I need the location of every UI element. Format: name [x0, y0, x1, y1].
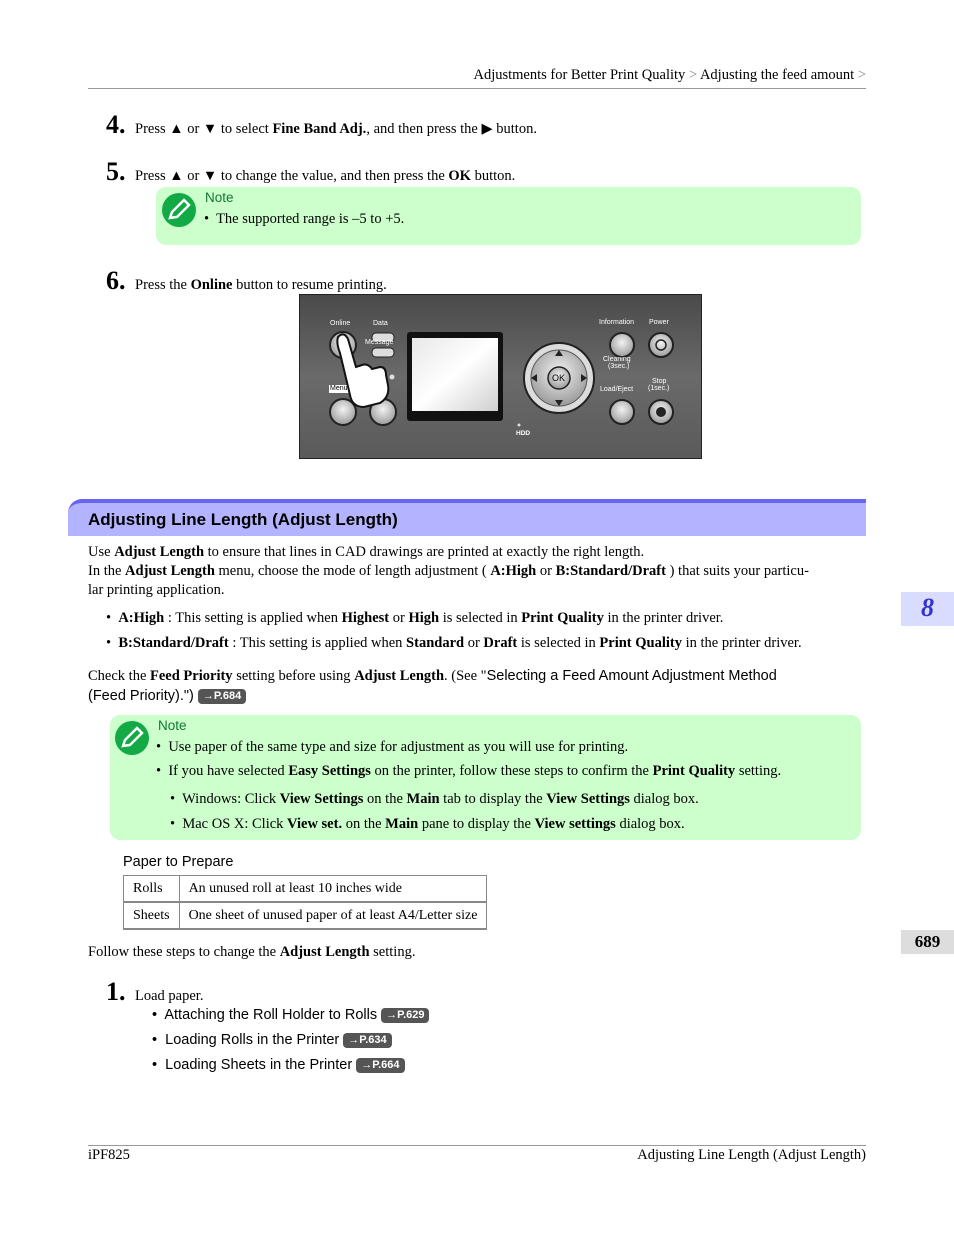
page-number: 689 — [914, 932, 941, 951]
note-sub-bullet: • Windows: Click View Settings on the Main tab to display the View Settings dialog box. — [170, 791, 699, 807]
note-title: Note — [158, 718, 187, 733]
table-cell: Rolls — [124, 876, 180, 903]
power-button-label[interactable]: Power — [649, 319, 669, 326]
check-line-2: (Feed Priority).") →P.684 — [88, 688, 246, 704]
hdd-label: HDD — [516, 430, 531, 437]
table-cell: An unused roll at least 10 inches wide — [179, 876, 487, 903]
paper-table — [123, 875, 487, 930]
table-row — [124, 876, 487, 903]
breadcrumb — [473, 67, 866, 84]
page-link-badge[interactable]: →P.684 — [198, 689, 246, 704]
printer-control-panel — [299, 294, 702, 459]
follow-line: Follow these steps to change the Adjust Length setting. — [88, 944, 416, 960]
breadcrumb-separator: > — [688, 67, 698, 83]
chapter-number: 8 — [921, 593, 934, 622]
feed-priority-link[interactable]: Selecting a Feed Amount Adjustment Method — [486, 668, 777, 684]
note-title: Note — [205, 190, 234, 205]
online-button-label[interactable]: Online — [330, 320, 351, 327]
cleaning-sub-label: (3sec.) — [608, 363, 630, 370]
step-number: 4. — [106, 110, 126, 139]
footer-divider — [88, 1145, 866, 1146]
sub-link-item: • Loading Sheets in the Printer →P.664 — [152, 1057, 405, 1073]
section-title: Adjusting Line Length (Adjust Length) — [88, 510, 398, 529]
step-text: Press the Online button to resume printing. — [135, 277, 387, 293]
right-arrow-icon: ▶ — [481, 121, 493, 137]
control-panel-graphic — [300, 295, 701, 458]
pencil-note-icon — [162, 193, 196, 227]
mode-item-a: • A:High : This setting is applied when Highest or High is selected in Print Quality in the printer driver. — [106, 610, 724, 626]
stop-sub-label: (1sec.) — [648, 385, 670, 392]
stop-button-label[interactable]: Stop — [652, 378, 667, 385]
sub-link-item: • Attaching the Roll Holder to Rolls →P.629 — [152, 1007, 429, 1023]
step-text: Load paper. — [135, 988, 204, 1004]
note-bullet: • If you have selected Easy Settings on the printer, follow these steps to confirm the Print Quality setting. — [156, 763, 782, 779]
step-text: Press ▲ or ▼ to change the value, and then press the OK button. — [135, 168, 516, 184]
header-divider — [88, 88, 866, 89]
page-number-tab — [901, 930, 954, 954]
pencil-note-icon — [115, 721, 149, 755]
menu-button-label[interactable]: Menu — [330, 385, 348, 392]
intro-line-1: Use Adjust Length to ensure that lines in CAD drawings are printed at exactly the right length. — [88, 544, 645, 560]
breadcrumb-item[interactable]: Adjusting the feed amount — [699, 67, 855, 83]
step-number: 6. — [106, 266, 126, 295]
check-line-1: Check the Feed Priority setting before using Adjust Length. (See "Selecting a Feed Amount Adjustment Method — [88, 668, 777, 684]
cleaning-button-label[interactable]: Cleaning — [603, 356, 631, 363]
intro-line-3: lar printing application. — [88, 582, 225, 598]
page-link-badge[interactable]: →P.634 — [343, 1033, 391, 1048]
footer-section-title: Adjusting Line Length (Adjust Length) — [637, 1147, 866, 1163]
step-number: 1. — [106, 977, 126, 1006]
sub-link-text[interactable]: Loading Sheets in the Printer — [165, 1057, 353, 1073]
note-sub-bullet: • Mac OS X: Click View set. on the Main pane to display the View settings dialog box. — [170, 816, 685, 832]
page-link-badge[interactable]: →P.664 — [356, 1058, 404, 1073]
sub-link-item: • Loading Rolls in the Printer →P.634 — [152, 1032, 392, 1048]
table-cell: Sheets — [124, 902, 180, 929]
chapter-tab[interactable] — [901, 592, 954, 626]
sub-link-text[interactable]: Loading Rolls in the Printer — [165, 1032, 340, 1048]
ok-button-label[interactable]: OK — [552, 373, 566, 383]
breadcrumb-separator: > — [857, 67, 866, 83]
breadcrumb-item[interactable]: Adjustments for Better Print Quality — [473, 67, 686, 83]
mode-item-b: • B:Standard/Draft : This setting is applied when Standard or Draft is selected in Print Quality in the printer driver. — [106, 635, 802, 651]
load-eject-button-label[interactable]: Load/Eject — [600, 386, 634, 393]
note-bullet: • The supported range is –5 to +5. — [204, 211, 405, 227]
page-link-badge[interactable]: →P.629 — [381, 1008, 429, 1023]
table-cell: One sheet of unused paper of at least A4/Letter size — [179, 902, 487, 929]
step-text: Press ▲ or ▼ to select Fine Band Adj., and then press the ▶ button. — [135, 121, 537, 137]
table-row — [124, 902, 487, 929]
note-bullet: • Use paper of the same type and size for adjustment as you will use for printing. — [156, 739, 629, 755]
intro-line-2: In the Adjust Length menu, choose the mode of length adjustment ( A:High or B:Standard/Draft ) that suits your particu- — [88, 563, 809, 579]
footer-model: iPF825 — [88, 1147, 130, 1163]
message-label: Message — [365, 339, 394, 346]
information-button-label[interactable]: Information — [599, 319, 635, 326]
step-number: 5. — [106, 157, 126, 186]
data-label: Data — [373, 320, 388, 327]
sub-link-text[interactable]: Attaching the Roll Holder to Rolls — [164, 1007, 378, 1023]
table-caption: Paper to Prepare — [123, 854, 234, 870]
